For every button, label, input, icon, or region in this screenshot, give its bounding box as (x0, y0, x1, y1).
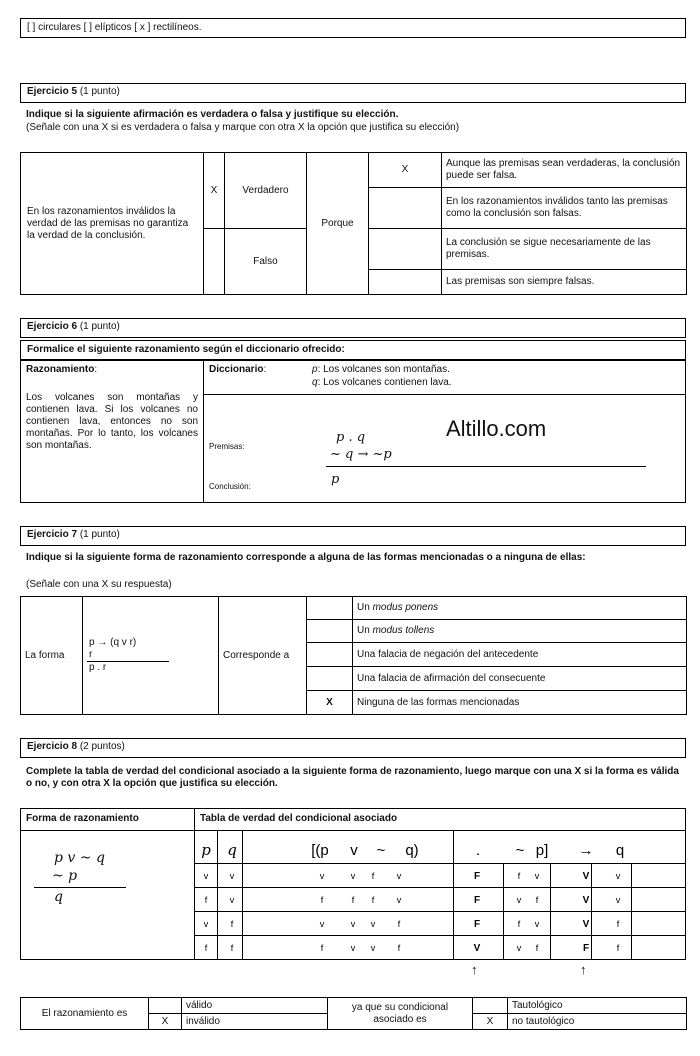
truth-table-cell: v (319, 919, 325, 929)
ex6-divider-h (203, 394, 686, 395)
truth-table-header-cell: ~ (376, 842, 386, 859)
truth-table-cell: f (204, 943, 208, 953)
truth-table-header-cell: [(p (311, 842, 329, 859)
truth-table-cell: f (517, 919, 521, 929)
truth-table-cell: v (350, 871, 356, 881)
final-valido: válido (182, 998, 328, 1014)
ex8-tabla-label: Tabla de verdad del condicional asociado (200, 813, 398, 824)
ex8-forma-1: p v ~ q (54, 850, 105, 866)
truth-table-cell: v (396, 871, 402, 881)
truth-table-cell: F (473, 871, 481, 882)
ex5-note: (Señale con una X si es verdadera o falsa y marque con otra X la opción que justifica su elección) (26, 122, 460, 133)
truth-table-cell: v (350, 943, 356, 953)
truth-table-cell: v (396, 895, 402, 905)
ex7-opt-mark-0[interactable] (307, 597, 353, 620)
ex7-instruction: Indique si la siguiente forma de razonamiento corresponde a alguna de las formas mencionadas o a ninguna de ellas: (26, 552, 586, 563)
ex7-title: Ejercicio 7 (27, 529, 78, 540)
truth-table-cell: f (230, 919, 234, 929)
truth-table-header-cell: ~ (515, 842, 525, 859)
ex6-points: (1 punto) (79, 321, 120, 332)
ex7-opt-0: Un modus ponens (353, 597, 687, 620)
final-no-tauto: no tautológico (508, 1014, 687, 1030)
ex5-opt-0: Aunque las premisas sean verdaderas, la conclusión puede ser falsa. (442, 153, 687, 188)
ex6-diccionario-label: Diccionario: (209, 364, 267, 375)
ex6-header (20, 318, 686, 338)
top-answer-box (20, 18, 686, 38)
truth-table-cell: v (203, 919, 209, 929)
truth-table-cell: f (535, 895, 539, 905)
truth-table-header-cell: p (201, 841, 211, 859)
ex7-note: (Señale con una X su respuesta) (26, 579, 172, 590)
truth-table-cell: V (473, 943, 481, 954)
truth-table-cell: f (616, 943, 620, 953)
ex8-forma-3: q (54, 889, 63, 905)
ex8-forma-2: ~ p (52, 868, 78, 884)
truth-table-header-cell: q (227, 841, 237, 859)
ex7-opt-3: Una falacia de afirmación del consecuente (353, 667, 687, 691)
ex8-header (20, 738, 686, 758)
truth-table-cell: f (616, 919, 620, 929)
ex5-header (20, 83, 686, 103)
final-ya-que: ya que su condicional asociado es (328, 998, 473, 1030)
ex6-premisas-label: Premisas: (209, 442, 245, 451)
truth-table-cell: f (371, 895, 375, 905)
final-mark-valido[interactable] (149, 998, 182, 1014)
ex8-arrow-2: ↑ (580, 962, 587, 977)
ex5-mark-false[interactable] (204, 229, 225, 295)
ex5-mark-true[interactable]: X (204, 153, 225, 229)
ex8-truth-table (195, 831, 686, 960)
ex5-opt-mark-1[interactable] (369, 188, 442, 229)
ex6-instruction-box (20, 340, 686, 360)
ex6-conclusion-label: Conclusión: (209, 482, 251, 491)
ex8-instruction: Complete la tabla de verdad del condicional asociado a la siguiente forma de razonamiento, luego marque con una X si la forma es válida o no, y con otra X la opción que justifica su elección. (26, 766, 679, 789)
ex8-forma-line (34, 887, 126, 888)
truth-table-cell: F (473, 919, 481, 930)
truth-table-cell: v (319, 871, 325, 881)
ex7-opt-mark-2[interactable] (307, 643, 353, 667)
top-answer-text: [ ] circulares [ ] elípticos [ x ] rectilíneos. (27, 22, 202, 33)
truth-table-cell: f (230, 943, 234, 953)
ex5-opt-mark-0[interactable]: X (369, 153, 442, 188)
ex5-true-label: Verdadero (225, 153, 307, 229)
ex6-title: Ejercicio 6 (27, 321, 78, 332)
truth-table-cell: V (582, 895, 590, 906)
final-tauto: Tautológico (508, 998, 687, 1014)
ex7-opt-mark-1[interactable] (307, 620, 353, 643)
ex7-f1: p → (q v r) (89, 637, 137, 648)
ex5-opt-mark-3[interactable] (369, 270, 442, 295)
ex7-corresponde: Corresponde a (219, 597, 307, 715)
truth-table-cell: v (370, 943, 376, 953)
ex8-truth-table-grid (195, 831, 686, 960)
ex7-opt-2: Una falacia de negación del antecedente (353, 643, 687, 667)
truth-table-cell: F (582, 943, 590, 954)
truth-table-cell: f (371, 871, 375, 881)
ex6-dict-q: q: Los volcanes contienen lava. (312, 377, 452, 388)
ex5-opt-3: Las premisas son siempre falsas. (442, 270, 687, 295)
truth-table-cell: v (370, 919, 376, 929)
truth-table-cell: f (397, 919, 401, 929)
ex5-false-label: Falso (225, 229, 307, 295)
ex8-forma-label: Forma de razonamiento (26, 813, 139, 824)
ex7-la-forma: La forma (21, 597, 83, 715)
ex5-points: (1 punto) (79, 86, 120, 97)
ex6-premisa-2: ~ q → ~p (330, 447, 392, 462)
truth-table-cell: V (582, 919, 590, 930)
ex5-opt-2: La conclusión se sigue necesariamente de las premisas. (442, 229, 687, 270)
truth-table-cell: v (516, 943, 522, 953)
ex8-title: Ejercicio 8 (27, 741, 78, 752)
truth-table-header-cell: v (350, 842, 358, 859)
final-invalido: inválido (182, 1014, 328, 1030)
truth-table-header-cell: p] (535, 842, 549, 859)
truth-table-cell: f (320, 895, 324, 905)
ex8-points: (2 puntos) (79, 741, 125, 752)
truth-table-cell: v (615, 871, 621, 881)
truth-table-cell: v (203, 871, 209, 881)
ex8-arrow-1: ↑ (471, 962, 478, 977)
final-mark-no-tauto[interactable]: X (473, 1014, 508, 1030)
truth-table-cell: v (350, 919, 356, 929)
truth-table-cell: v (534, 919, 540, 929)
truth-table-cell: v (229, 895, 235, 905)
truth-table-cell: v (229, 871, 235, 881)
ex7-table (20, 596, 687, 715)
truth-table-cell: f (351, 895, 355, 905)
truth-table-cell: f (535, 943, 539, 953)
ex7-header (20, 526, 686, 546)
final-razonamiento-es: El razonamiento es (21, 998, 149, 1030)
truth-table-cell: v (516, 895, 522, 905)
ex7-points: (1 punto) (79, 529, 120, 540)
ex5-instruction: Indique si la siguiente afirmación es verdadera o falsa y justifique su elección. (26, 109, 399, 120)
ex6-divider-v (203, 360, 204, 503)
ex7-f3: p . r (89, 662, 107, 673)
truth-table-cell: F (473, 895, 481, 906)
ex7-f2: r (87, 649, 169, 662)
truth-table-header-cell: q) (405, 842, 419, 859)
truth-table-cell: v (534, 871, 540, 881)
ex6-premisa-1: p . q (336, 430, 366, 445)
ex7-opt-4: Ninguna de las formas mencionadas (353, 691, 687, 715)
ex6-razonamiento-text: Los volcanes son montañas y contienen lava. Si los volcanes no contienen lava, entonces no son montañas. Por lo tanto, los volcanes son montañas. (26, 392, 198, 451)
ex5-porque: Porque (307, 153, 369, 295)
final-mark-tauto[interactable] (473, 998, 508, 1014)
ex5-statement: En los razonamientos inválidos la verdad de las premisas no garantiza la verdad de la conclusión. (21, 153, 204, 295)
truth-table-header-cell: q (615, 842, 625, 859)
ex6-razonamiento-label: Razonamiento: (26, 364, 98, 375)
ex5-title: Ejercicio 5 (27, 86, 78, 97)
ex6-conclusion: p (331, 472, 340, 487)
truth-table-cell: f (320, 943, 324, 953)
ex5-opt-1: En los razonamientos inválidos tanto las premisas como la conclusión son falsas. (442, 188, 687, 229)
truth-table-header-cell: → (578, 842, 594, 859)
ex6-dict-p: p: Los volcanes son montañas. (312, 364, 450, 375)
truth-table-cell: v (615, 895, 621, 905)
final-mark-invalido[interactable]: X (149, 1014, 182, 1030)
truth-table-cell: V (582, 871, 590, 882)
final-table (20, 997, 687, 1030)
ex5-opt-mark-2[interactable] (369, 229, 442, 270)
ex5-table (20, 152, 687, 295)
ex7-opt-mark-4[interactable]: X (307, 691, 353, 715)
truth-table-cell: f (517, 871, 521, 881)
watermark-logo: Altillo.com (446, 416, 547, 441)
ex7-opt-1: Un modus tollens (353, 620, 687, 643)
truth-table-cell: f (397, 943, 401, 953)
truth-table-cell: f (204, 895, 208, 905)
ex7-opt-mark-3[interactable] (307, 667, 353, 691)
truth-table-header-cell: . (475, 842, 481, 859)
ex7-forma-cell (83, 597, 219, 715)
ex6-instruction: Formalice el siguiente razonamiento según el diccionario ofrecido: (27, 344, 345, 355)
ex6-conclusion-line (326, 466, 646, 467)
